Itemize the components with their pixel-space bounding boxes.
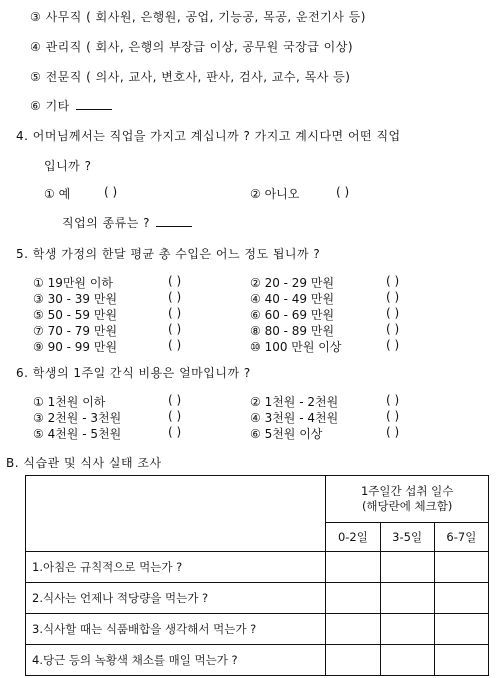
job-other-blank[interactable]: [76, 99, 112, 110]
q4-check-3-5[interactable]: [380, 645, 434, 676]
q6-checkbox-left-0[interactable]: ( ): [168, 393, 182, 407]
table-row: [26, 645, 489, 676]
q5-option-left-1: ③ 30 - 39 만원: [33, 292, 118, 306]
eating-habits-table: [25, 475, 489, 676]
q2-check-0-2[interactable]: [326, 583, 380, 614]
job-option-5: ⑤ 전문직 ( 의사, 교사, 변호사, 판사, 검사, 교수, 목사 등): [30, 70, 351, 84]
q3-check-6-7[interactable]: [434, 614, 488, 645]
q6-option-left-1: ③ 2천원 - 3천원: [33, 411, 122, 425]
q1-check-3-5[interactable]: [380, 552, 434, 583]
q5-checkbox-left-0[interactable]: ( ): [168, 274, 182, 288]
q5-checkbox-right-2[interactable]: ( ): [386, 306, 400, 320]
section-b-title: B. 식습관 및 식사 실태 조사: [6, 456, 162, 470]
q5-option-left-2: ⑤ 50 - 59 만원: [33, 308, 118, 322]
table-header-days: [326, 476, 489, 523]
col-0-2-days: 0-2일: [326, 523, 380, 552]
q6-option-right-1: ④ 3천원 - 4천원: [250, 411, 339, 425]
q5-checkbox-left-3[interactable]: ( ): [168, 322, 182, 336]
q5-option-right-2: ⑥ 60 - 69 만원: [250, 308, 335, 322]
q4-title-cont: 입니까 ?: [44, 159, 92, 173]
q6-title: 6. 학생의 1주일 간식 비용은 얼마입니까 ?: [16, 366, 251, 380]
q6-checkbox-left-1[interactable]: ( ): [168, 409, 182, 423]
q6-checkbox-right-1[interactable]: ( ): [386, 409, 400, 423]
q5-title: 5. 학생 가정의 한달 평균 총 수입은 어느 정도 됩니까 ?: [16, 247, 321, 261]
q6-checkbox-left-2[interactable]: ( ): [168, 425, 182, 439]
job-option-3: ③ 사무직 ( 회사원, 은행원, 공업, 기능공, 목공, 운전기사 등): [30, 10, 366, 24]
q6-checkbox-right-2[interactable]: ( ): [386, 425, 400, 439]
q6-option-right-2: ⑥ 5천원 이상: [250, 427, 323, 441]
table-corner-cell: [26, 476, 326, 552]
q5-checkbox-right-4[interactable]: ( ): [386, 338, 400, 352]
q5-checkbox-left-1[interactable]: ( ): [168, 290, 182, 304]
job-option-6-label: ⑥ 기타: [30, 99, 70, 113]
question-4: 4.당근 등의 녹황색 채소를 매일 먹는가 ?: [26, 645, 326, 676]
q5-checkbox-left-2[interactable]: ( ): [168, 306, 182, 320]
q5-checkbox-right-0[interactable]: ( ): [386, 274, 400, 288]
q1-check-6-7[interactable]: [434, 552, 488, 583]
q4-yes-checkbox[interactable]: ( ): [104, 185, 118, 199]
q3-check-0-2[interactable]: [326, 614, 380, 645]
q5-checkbox-left-4[interactable]: ( ): [168, 338, 182, 352]
col-6-7-days: 6-7일: [434, 523, 488, 552]
q4-title: 4. 어머님께서는 직업을 가지고 계십니까 ? 가지고 계시다면 어떤 직업: [16, 129, 401, 143]
q4-check-0-2[interactable]: [326, 645, 380, 676]
q4-job-kind-label: 직업의 종류는 ?: [62, 216, 151, 230]
q1-check-0-2[interactable]: [326, 552, 380, 583]
q4-no-label: ② 아니오: [250, 187, 300, 201]
q2-check-6-7[interactable]: [434, 583, 488, 614]
q2-check-3-5[interactable]: [380, 583, 434, 614]
q5-option-right-4: ⑩ 100 만원 이상: [250, 340, 342, 354]
q6-option-left-2: ⑤ 4천원 - 5천원: [33, 427, 122, 441]
q5-option-left-3: ⑦ 70 - 79 만원: [33, 324, 118, 338]
q5-option-right-3: ⑧ 80 - 89 만원: [250, 324, 335, 338]
q4-job-kind: [62, 214, 192, 231]
header-days-label: 1주일간 섭취 일수: [360, 484, 454, 498]
q5-checkbox-right-1[interactable]: ( ): [386, 290, 400, 304]
q5-option-right-0: ② 20 - 29 만원: [250, 276, 335, 290]
q5-option-left-4: ⑨ 90 - 99 만원: [33, 340, 118, 354]
q3-check-3-5[interactable]: [380, 614, 434, 645]
q4-yes-label: ① 예: [44, 187, 71, 201]
q6-option-right-0: ② 1천원 - 2천원: [250, 395, 339, 409]
header-days-note: (해당란에 체크함): [361, 499, 453, 513]
table-row: [26, 583, 489, 614]
question-3: 3.식사할 때는 식품배합을 생각해서 먹는가 ?: [26, 614, 326, 645]
q4-no-checkbox[interactable]: ( ): [336, 185, 350, 199]
q5-checkbox-right-3[interactable]: ( ): [386, 322, 400, 336]
table-row: [26, 552, 489, 583]
question-1: 1.아침은 규칙적으로 먹는가 ?: [26, 552, 326, 583]
job-option-4: ④ 관리직 ( 회사, 은행의 부장급 이상, 공무원 국장급 이상): [30, 40, 354, 54]
q5-option-left-0: ① 19만원 이하: [33, 276, 114, 290]
q6-option-left-0: ① 1천원 이하: [33, 395, 106, 409]
table-row: [26, 614, 489, 645]
col-3-5-days: 3-5일: [380, 523, 434, 552]
q6-checkbox-right-0[interactable]: ( ): [386, 393, 400, 407]
q4-check-6-7[interactable]: [434, 645, 488, 676]
q5-option-right-1: ④ 40 - 49 만원: [250, 292, 335, 306]
question-2: 2.식사는 언제나 적당량을 먹는가 ?: [26, 583, 326, 614]
q4-job-kind-blank[interactable]: [156, 216, 192, 227]
job-option-6: [30, 97, 112, 114]
